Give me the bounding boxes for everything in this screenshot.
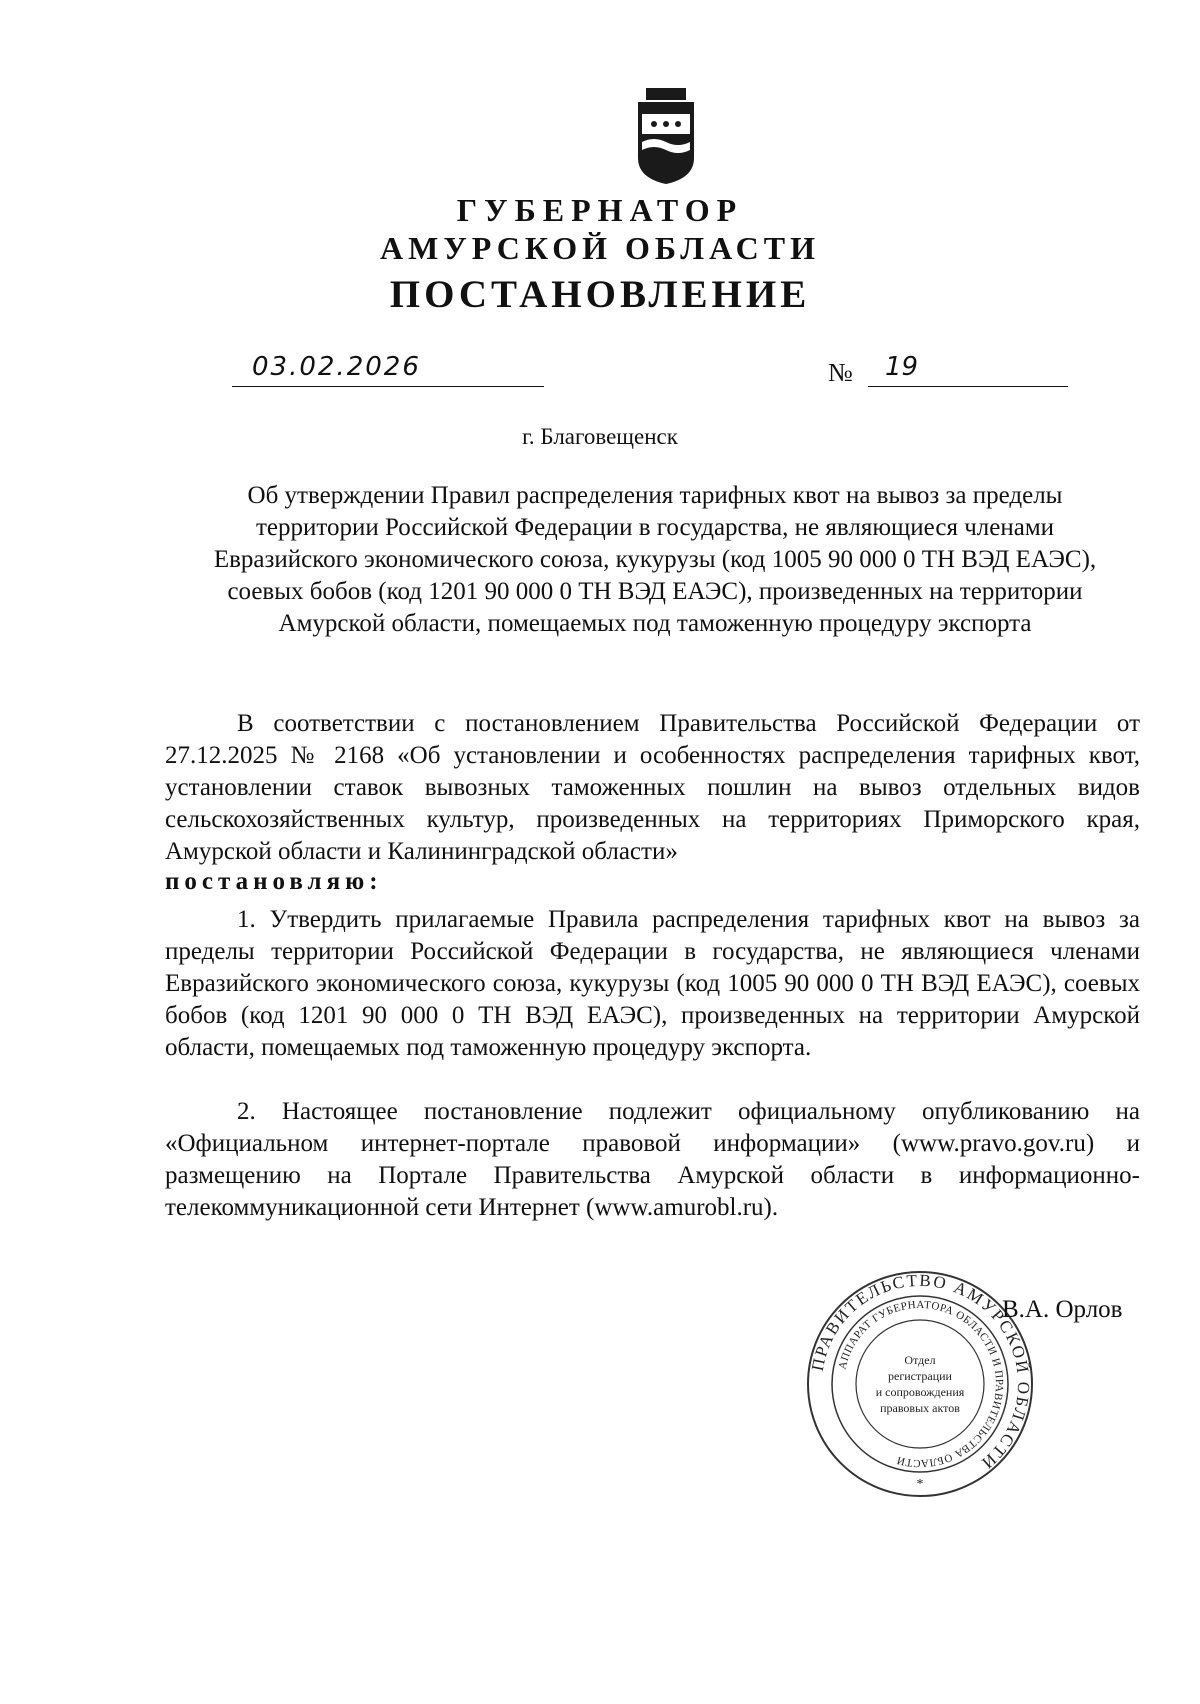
resolve-word: постановляю:: [165, 868, 383, 895]
coat-of-arms-icon: [628, 84, 704, 188]
document-date: 03.02.2026: [252, 352, 421, 382]
stamp-center-1: Отдел: [904, 1353, 936, 1367]
city: г. Благовещенск: [522, 424, 678, 449]
number-sign: №: [828, 358, 853, 387]
item-1: 1. Утвердить прилагаемые Правила распределения тарифных квот на вывоз за пределы территории Российской Федерации в государства, не являющиеся членами Евразийского экономического союза, кукурузы (код 1005 90 000 0 ТН ВЭД ЕАЭС), соевых бобов (код 1201 90 000 0 ТН ВЭД ЕАЭС), произведенных на территории Амурской области, помещаемых под таможенную процедуру экспорта.: [165, 906, 1140, 1061]
stamp-center-2: регистрации: [888, 1369, 952, 1383]
issuer-title: ГУБЕРНАТОР: [456, 192, 744, 228]
item-2: 2. Настоящее постановление подлежит официальному опубликованию на «Официальном интернет-портале правовой информации» (www.pravo.gov.ru) и размещению на Портале Правительства Амурской области в информационно-телекоммуникационной сети Интернет (www.amurobl.ru).: [165, 1098, 1140, 1221]
document-title: Об утверждении Правил распределения тарифных квот на вывоз за пределы территории Российской Федерации в государства, не являющиеся членами Евразийского экономического союза, кукурузы (код 1005 90 000 0 ТН ВЭД ЕАЭС), соевых бобов (код 1201 90 000 0 ТН ВЭД ЕАЭС), произведенных на территории Амурской области, помещаемых под таможенную процедуру экспорта: [213, 482, 1097, 637]
preamble: В соответствии с постановлением Правительства Российской Федерации от 27.12.2025 № 2168 «Об установлении и особенностях распределения тарифных квот, установлении ставок вывозных таможенных пошлин на вывоз отдельных видов сельскохозяйственных культур, произведенных на территориях Приморского края, Амурской области и Калининградской области»: [165, 710, 1140, 865]
document-type: ПОСТАНОВЛЕНИЕ: [389, 273, 811, 316]
stamp-center-3: и сопровождения: [875, 1385, 965, 1399]
stamp-star-icon: *: [916, 1477, 924, 1492]
signer-name: В.А. Орлов: [1002, 1296, 1123, 1323]
issuer-region: АМУРСКОЙ ОБЛАСТИ: [380, 230, 820, 266]
stamp-center-4: правовых актов: [880, 1401, 960, 1415]
document-number: 19: [885, 352, 919, 382]
stamp-inner-text: АППАРАТ ГУБЕРНАТОРА ОБЛАСТИ И ПРАВИТЕЛЬСТВА ОБЛАСТИ: [836, 1298, 1006, 1470]
stamp-outer-text: ПРАВИТЕЛЬСТВО АМУРСКОЙ ОБЛАСТИ: [807, 1270, 1034, 1474]
